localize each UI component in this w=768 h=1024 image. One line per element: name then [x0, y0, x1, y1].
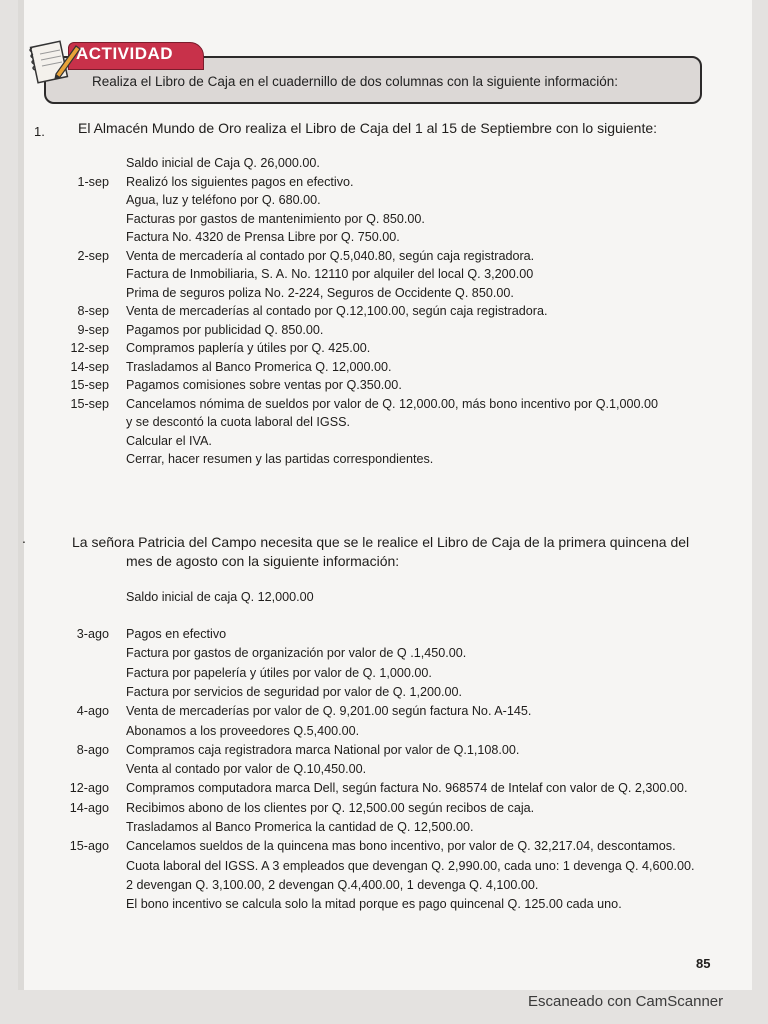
entry-date: 9-sep	[77, 322, 109, 337]
entry-text: Pagamos comisiones sobre ventas por Q.350.00.	[126, 378, 402, 392]
entry-text: Pagamos por publicidad Q. 850.00.	[126, 322, 324, 337]
entry-text: El bono incentivo se calcula solo la mitad porque es pago quincenal Q. 125.00 cada uno.	[126, 897, 622, 912]
entry-text: Factura No. 4320 de Prensa Libre por Q. 750.00.	[126, 230, 400, 244]
exercise2-intro-line2: mes de agosto con la siguiente información:	[126, 553, 400, 569]
activity-tab-label: ACTIVIDAD	[76, 44, 174, 63]
camscanner-watermark: Escaneado con CamScanner	[528, 993, 724, 1010]
entry-date: 12-sep	[70, 341, 109, 355]
entry-text: Facturas por gastos de mantenimiento por Q. 850.00.	[126, 211, 425, 226]
entry-date: 12-ago	[69, 781, 109, 796]
entry-text: Compramos caja registradora marca National por valor de Q.1,108.00.	[126, 742, 520, 757]
entry-text: Factura por papelería y útiles por valor de Q. 1,000.00.	[126, 665, 432, 680]
entry-date: 15-sep	[70, 396, 109, 411]
entry-text: Venta de mercaderías al contado por Q.12,100.00, según caja registradora.	[126, 304, 548, 318]
entry-text: Factura por gastos de organización por valor de Q .1,450.00.	[126, 646, 467, 661]
exercise2-bullet: .	[22, 530, 26, 546]
entry-date: 2-sep	[77, 248, 109, 263]
notebook-pencil-icon	[26, 34, 82, 86]
entry-text: Calcular el IVA.	[126, 433, 212, 448]
entry-text: Factura de Inmobiliaria, S. A. No. 12110 por alquiler del local Q. 3,200.00	[126, 267, 534, 281]
entry-date: 15-sep	[70, 378, 109, 392]
entry-date: 8-sep	[77, 304, 109, 318]
entry-date: 4-ago	[76, 704, 109, 719]
entry-text: Venta de mercadería al contado por Q.5,040.80, según caja registradora.	[126, 248, 535, 263]
entry-text: Prima de seguros poliza No. 2-224, Seguros de Occidente Q. 850.00.	[126, 285, 514, 300]
entry-text: Factura por servicios de seguridad por valor de Q. 1,200.00.	[126, 684, 463, 699]
entry-text: y se descontó la cuota laboral del IGSS.	[126, 415, 351, 429]
exercise-number: 1.	[34, 124, 45, 139]
entry-text: Agua, luz y teléfono por Q. 680.00.	[126, 193, 321, 207]
entry-text: Cuota laboral del IGSS. A 3 empleados que devengan Q. 2,990.00, cada uno: 1 devenga Q. 4,600.00.	[126, 858, 695, 873]
exercise1-intro: El Almacén Mundo de Oro realiza el Libro de Caja del 1 al 15 de Septiembre con lo siguiente:	[78, 120, 658, 136]
entry-text: Recibimos abono de los clientes por Q. 12,500.00 según recibos de caja.	[126, 800, 535, 815]
entry-text: Compramos computadora marca Dell, según factura No. 968574 de Intelaf con valor de Q. 2,300.00.	[126, 781, 688, 796]
entry-text: Venta al contado por valor de Q.10,450.00.	[126, 762, 367, 777]
entry-text: Cancelamos nómima de sueldos por valor de Q. 12,000.00, más bono incentivo por Q.1,000.00	[126, 396, 659, 411]
page-number: 85	[696, 956, 711, 971]
entry-text: Venta de mercaderías por valor de Q. 9,201.00 según factura No. A-145.	[126, 704, 532, 719]
entry-date: 1-sep	[77, 174, 109, 189]
entry-text: Trasladamos al Banco Promerica la cantidad de Q. 12,500.00.	[126, 820, 474, 834]
entry-date: 15-ago	[69, 839, 109, 854]
entry-date: 14-sep	[70, 359, 109, 374]
exercise2-opening-balance: Saldo inicial de caja Q. 12,000.00	[126, 590, 314, 604]
entry-text: Abonamos a los proveedores Q.5,400.00.	[126, 723, 360, 738]
entry-text: Compramos paplería y útiles por Q. 425.00.	[126, 341, 371, 355]
page-edge-shadow	[18, 0, 24, 990]
entry-date: 3-ago	[76, 627, 109, 641]
entry-text: 2 devengan Q. 3,100.00, 2 devengan Q.4,400.00, 1 devenga Q. 4,100.00.	[126, 877, 539, 892]
entry-text: Cerrar, hacer resumen y las partidas correspondientes.	[126, 452, 434, 466]
entry-text: Trasladamos al Banco Promerica Q. 12,000.00.	[126, 359, 392, 374]
exercise2-intro-line1: La señora Patricia del Campo necesita que se le realice el Libro de Caja de la primera quincena del	[72, 534, 690, 550]
entry-text: Cancelamos sueldos de la quincena mas bono incentivo, por valor de Q. 32,217.04, descontamos.	[126, 839, 676, 854]
entry-date: 8-ago	[76, 742, 109, 757]
entry-text: Pagos en efectivo	[126, 627, 227, 641]
entry-text: Realizó los siguientes pagos en efectivo.	[126, 174, 354, 189]
entry-date: 14-ago	[69, 800, 109, 815]
activity-instruction: Realiza el Libro de Caja en el cuadernillo de dos columnas con la siguiente información:	[92, 74, 619, 89]
entry-text: Saldo inicial de Caja Q. 26,000.00.	[126, 156, 320, 170]
